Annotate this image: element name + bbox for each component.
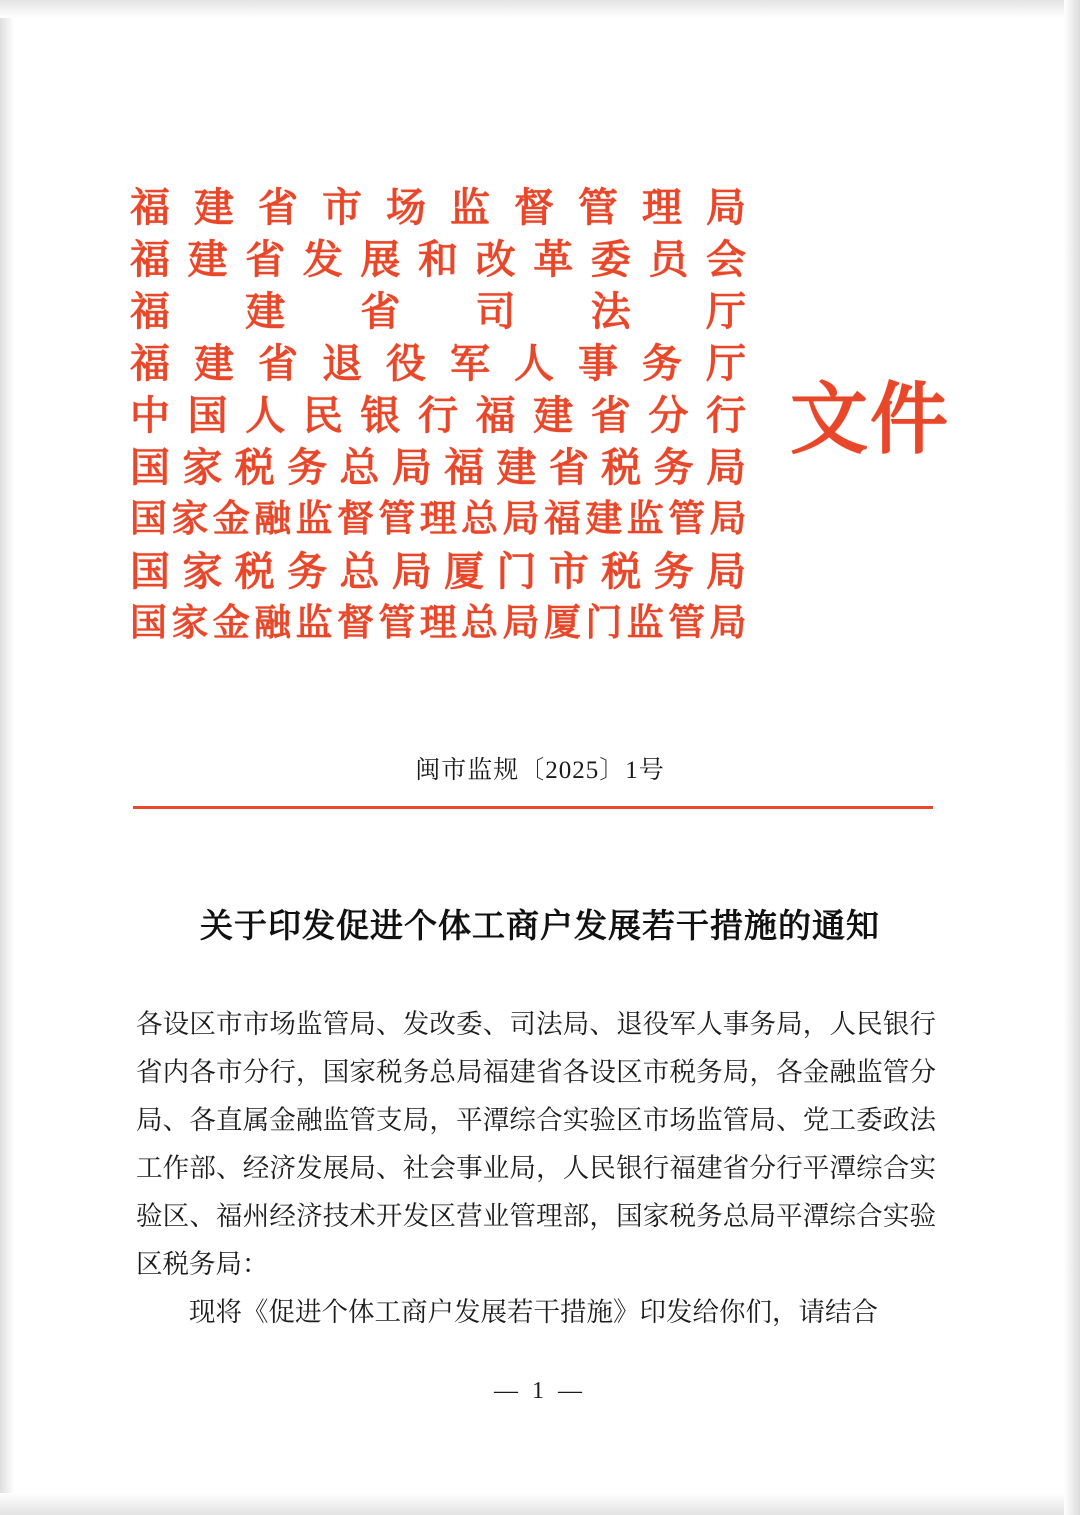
issuing-agency-line: 福建省发展和改革委员会: [130, 237, 746, 282]
document-masthead: [0, 182, 1080, 682]
document-body: [136, 1000, 936, 1336]
issuing-agency-line: 福建省司法厅: [130, 289, 746, 334]
issuing-agency-list: [130, 182, 746, 650]
page-number: — 1 —: [494, 1378, 586, 1404]
document-title: 关于印发促进个体工商户发展若干措施的通知: [200, 909, 880, 945]
issuing-agency-line: 福建省退役军人事务厅: [130, 341, 746, 386]
body-paragraph-recipients: 各设区市市场监管局、发改委、司法局、退役军人事务局，人民银行省内各市分行，国家税务总局福建省各设区市税务局，各金融监管分局、各直属金融监管支局，平潭综合实验区市场监管局、党工委政法工作部、经济发展局、社会事业局，人民银行福建省分行平潭综合实验区、福州经济技术开发区营业管理部，国家税务总局平潭综合实验区税务局：: [136, 1009, 936, 1279]
masthead-document-word: 文件: [789, 376, 950, 463]
issuing-agency-line: 国家金融监督管理总局厦门监管局: [130, 603, 746, 644]
paper-top-edge: [0, 0, 1080, 18]
issuing-agency-line: 国家金融监督管理总局福建监管局: [130, 499, 746, 540]
body-paragraph-intro: 现将《促进个体工商户发展若干措施》印发给你们，请结合: [189, 1297, 878, 1327]
issuing-agency-line: 中国人民银行福建省分行: [130, 393, 746, 438]
paper-bottom-edge: [0, 1493, 1080, 1515]
masthead-red-rule: [133, 806, 933, 809]
document-number: 闽市监规〔2025〕1号: [415, 757, 665, 784]
issuing-agency-line: 福建省市场监督管理局: [130, 185, 746, 230]
issuing-agency-line: 国家税务总局厦门市税务局: [130, 549, 746, 594]
issuing-agency-line: 国家税务总局福建省税务局: [130, 445, 746, 490]
